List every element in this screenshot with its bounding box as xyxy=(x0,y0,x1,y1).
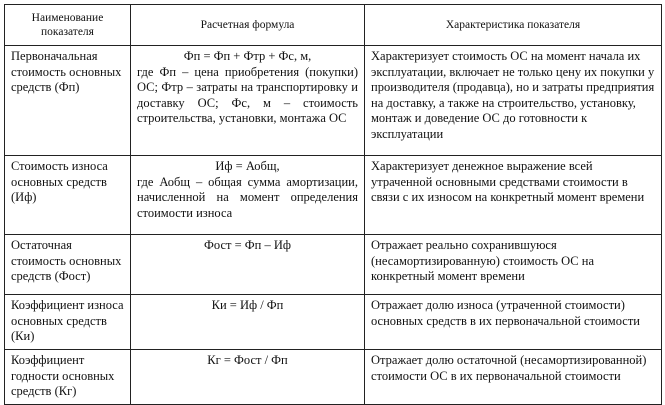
formula-cell xyxy=(131,156,365,235)
indicator-description: Характеризует стоимость ОС на момент начала их эксплуатации, включает не только цену их покупки у производителя (продавца), но и затраты предприятия на доставку, а также на строительство, установку, монтаж и доведение ОС до готовности к эксплуатации xyxy=(365,46,662,156)
table-row xyxy=(5,156,662,235)
formula-cell xyxy=(131,235,365,295)
table-header-row xyxy=(5,5,662,46)
indicator-description: Отражает долю остаточной (несамортизированной) стоимости ОС в их первоначальной стоимости xyxy=(365,350,662,405)
formula: Ки = Иф / Фп xyxy=(211,298,284,312)
table-row xyxy=(5,295,662,350)
header-characteristic: Характеристика показателя xyxy=(365,5,662,46)
indicator-name: Коэффициент износа основных средств (Ки) xyxy=(5,295,131,350)
indicator-name: Первоначальная стоимость основных средств (Фп) xyxy=(5,46,131,156)
formula: Иф = Аобщ, xyxy=(215,159,280,173)
indicator-description: Характеризует денежное выражение всей утраченной основными средствами стоимости в связи с их износом на конкретный момент времени xyxy=(365,156,662,235)
indicator-description: Отражает долю износа (утраченной стоимости) основных средств в их первоначальной стоимости xyxy=(365,295,662,350)
formula-cell xyxy=(131,295,365,350)
indicator-name: Остаточная стоимость основных средств (Фост) xyxy=(5,235,131,295)
table-row xyxy=(5,46,662,156)
table-row xyxy=(5,235,662,295)
indicator-description: Отражает реально сохранившуюся (несамортизированную) стоимость ОС на конкретный момент времени xyxy=(365,235,662,295)
header-indicator-name: Наименование показателя xyxy=(5,5,131,46)
table-row xyxy=(5,350,662,405)
formula: Фост = Фп – Иф xyxy=(204,238,291,252)
indicators-table xyxy=(4,4,662,405)
header-formula: Расчетная формула xyxy=(131,5,365,46)
indicator-name: Стоимость износа основных средств (Иф) xyxy=(5,156,131,235)
formula: Кг = Фост / Фп xyxy=(207,353,288,367)
formula: Фп = Фп + Фтр + Фс, м, xyxy=(183,49,312,63)
formula-cell xyxy=(131,46,365,156)
formula-note: где Аобщ – общая сумма амортизации, начисленной на момент определения стоимости износа xyxy=(137,174,358,220)
indicator-name: Коэффициент годности основных средств (Кг) xyxy=(5,350,131,405)
formula-cell xyxy=(131,350,365,405)
formula-note: где Фп – цена приобретения (покупки) ОС; Фтр – затраты на транспортировку и доставку ОС; Фс, м – стоимость строительства, установки, монтажа ОС xyxy=(137,64,358,126)
